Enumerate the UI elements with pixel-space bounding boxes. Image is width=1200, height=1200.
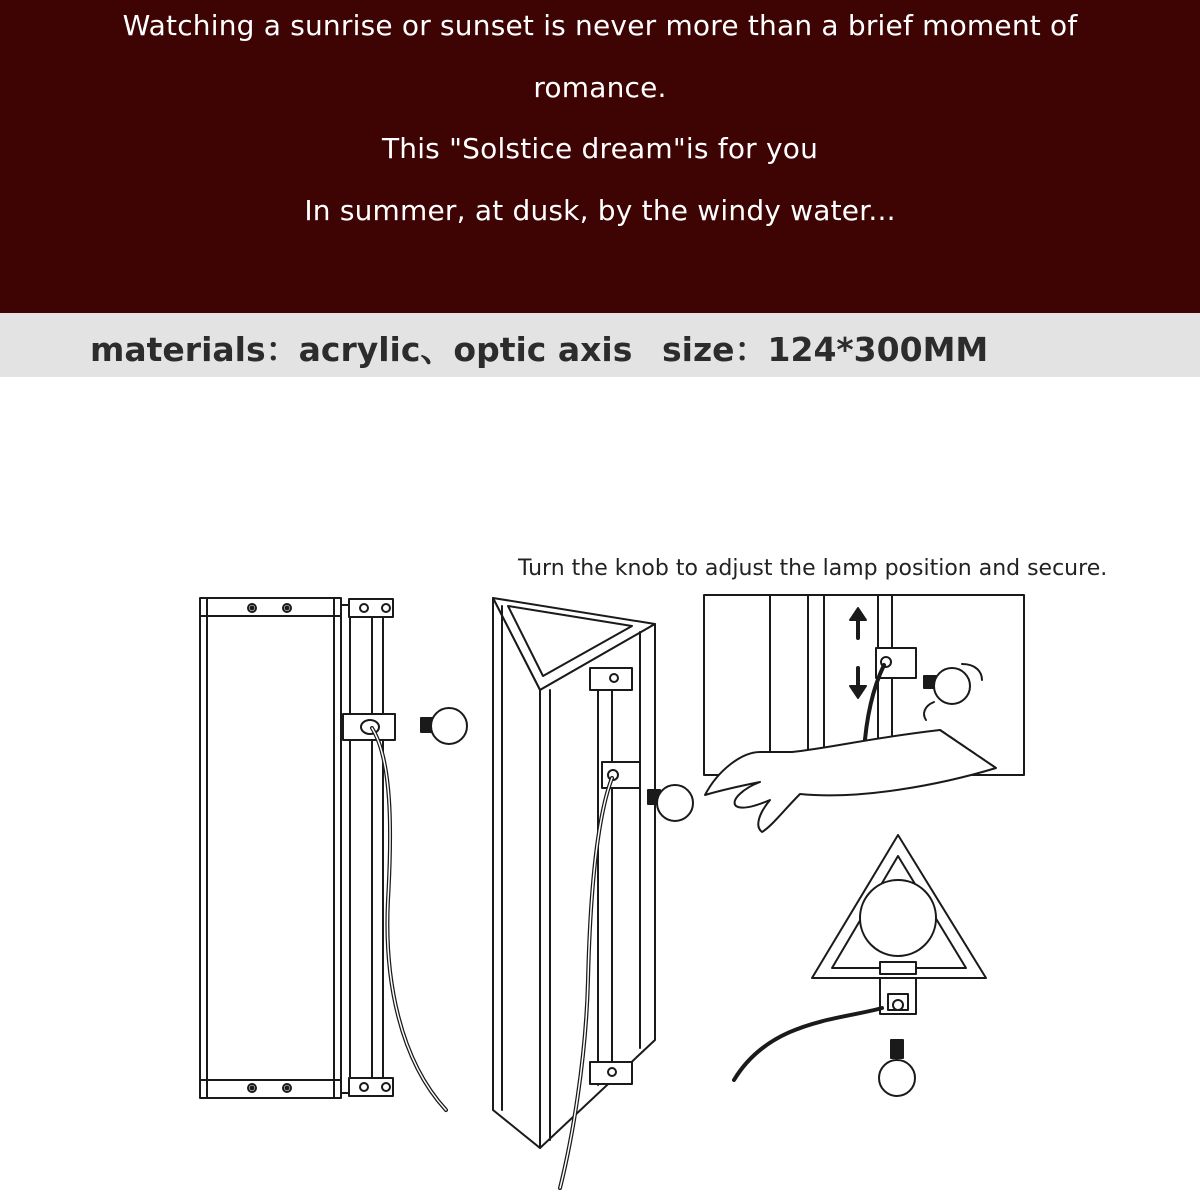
intro-line-4: In summer, at dusk, by the windy water... [304,194,896,227]
triangle-top-view [734,835,986,1096]
spec-bar [0,313,1200,377]
diagram-caption: Turn the knob to adjust the lamp position and secure. [518,556,1108,581]
intro-line-1: Watching a sunrise or sunset is never more than a brief moment of [122,9,1078,42]
intro-line-2: romance. [533,71,667,104]
lamp-side-view [200,598,467,1110]
knob-detail-view [704,595,1024,832]
materials-spec: materials：acrylic、optic axis [90,330,633,369]
intro-banner [0,0,1200,313]
intro-line-3: This "Solstice dream"is for you [381,132,819,165]
assembly-diagram [0,377,1200,1200]
size-spec: size：124*300MM [662,330,989,369]
lamp-perspective-view [493,598,693,1188]
